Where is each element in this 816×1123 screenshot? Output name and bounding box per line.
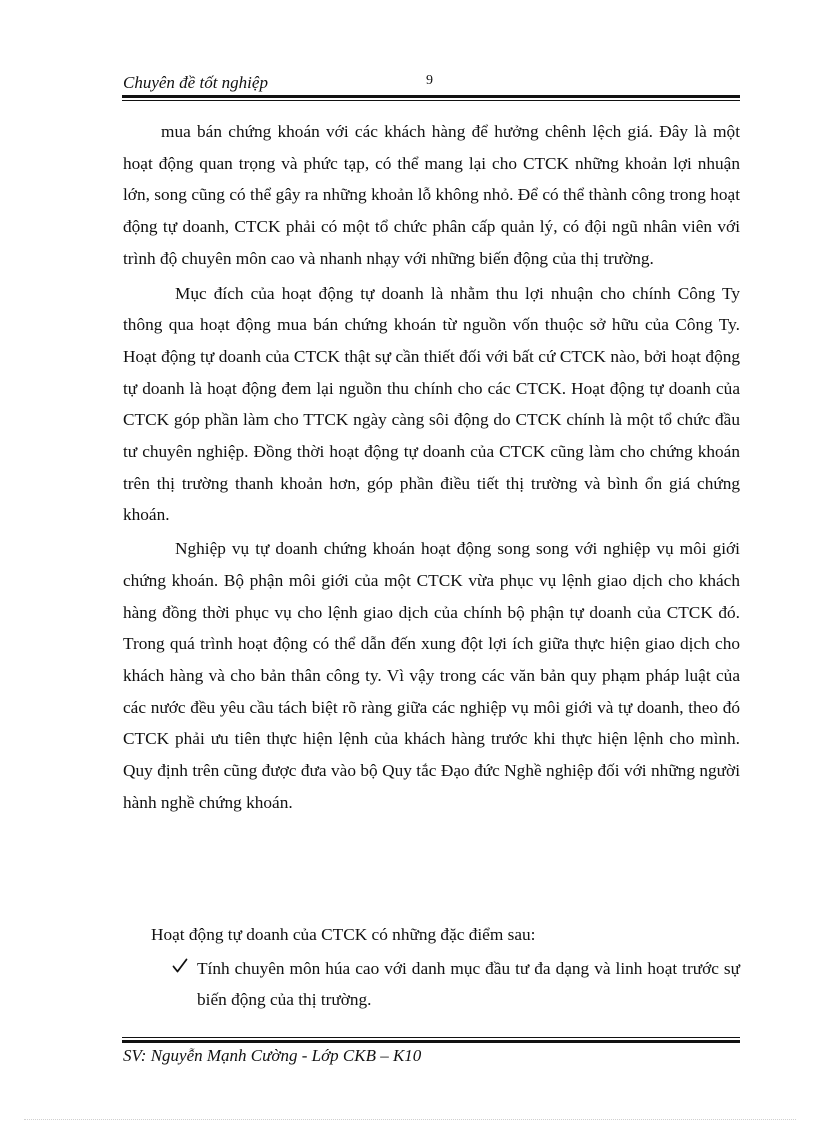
footer-rule-thick [122, 1040, 740, 1043]
header-rule-thin [122, 100, 740, 101]
checkmark-icon [172, 958, 188, 974]
paragraph-3: Nghiệp vụ tự doanh chứng khoán hoạt động song song với nghiệp vụ môi giới chứng khoán. Bộ phận môi giới của một CTCK vừa phục vụ lệnh giao dịch cho khách hàng đồng thời phục vụ cho lệnh giao dịch của chính bộ phận tự doanh của CTCK đó. Trong quá trình hoạt động có thể dẫn đến xung đột lợi ích giữa thực hiện giao dịch cho khách hàng và cho bản thân công ty. Vì vậy trong các văn bản quy phạm pháp luật của các nước đều yêu cầu tách biệt rõ ràng giữa các nghiệp vụ môi giới và tự doanh, theo đó CTCK phải ưu tiên thực hiện lệnh của khách hàng trước khi thực hiện lệnh cho mình. Quy định trên cũng được đưa vào bộ Quy tắc Đạo đức Nghề nghiệp đối với những người hành nghề chứng khoán. [123, 539, 740, 812]
list-item-text: Tính chuyên môn húa cao với danh mục đầu tư đa dạng và linh hoạt trước sự biến động của thị trường. [197, 959, 740, 1009]
footer-rule-thin [122, 1037, 740, 1038]
list-item [172, 953, 740, 1015]
header-rule-thick [122, 95, 740, 98]
page-bottom-dotted-border [24, 1119, 796, 1120]
list-lead: Hoạt động tự doanh của CTCK có những đặc điểm sau: [151, 925, 536, 944]
paragraph-2: Mục đích của hoạt động tự doanh là nhằm thu lợi nhuận cho chính Công Ty thông qua hoạt động mua bán chứng khoán từ nguồn vốn thuộc sở hữu của Công Ty. Hoạt động tự doanh của CTCK thật sự cần thiết đối với bất cứ CTCK nào, bởi hoạt động tự doanh là hoạt động đem lại nguồn thu chính cho các CTCK. Hoạt động tự doanh của CTCK góp phần làm cho TTCK ngày càng sôi động do CTCK chính là một tổ chức đầu tư chuyên nghiệp. Đồng thời hoạt động tự doanh của CTCK cũng làm cho chứng khoán trên thị trường thanh khoản hơn, góp phần điều tiết thị trường và bình ổn giá chứng khoán. [123, 283, 740, 525]
page-number: 9 [426, 73, 433, 88]
footer-author: SV: Nguyễn Mạnh Cường - Lớp CKB – K10 [123, 1046, 422, 1065]
paragraph-1: mua bán chứng khoán với các khách hàng để hưởng chênh lệch giá. Đây là một hoạt động quan trọng và phức tạp, có thể mang lại cho CTCK những khoản lợi nhuận lớn, song cũng có thể gây ra những khoản lỗ không nhỏ. Để có thể thành công trong hoạt động tự doanh, CTCK phải có một tổ chức phân cấp quản lý, có đội ngũ nhân viên với trình độ chuyên môn cao và nhanh nhạy với những biến động của thị trường. [123, 122, 740, 268]
body-text [123, 116, 740, 818]
document-title: Chuyên đề tốt nghiệp [123, 73, 268, 92]
